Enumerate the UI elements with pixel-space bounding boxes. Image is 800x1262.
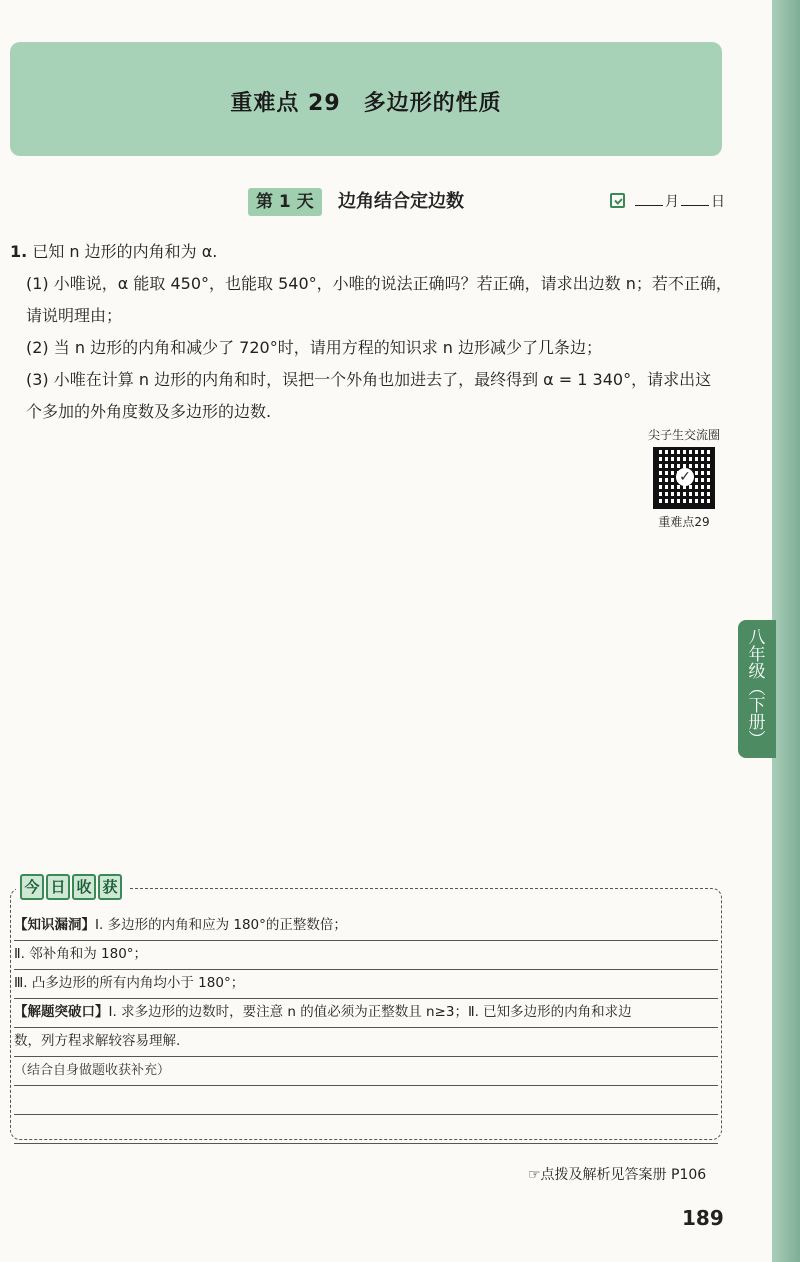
month-blank xyxy=(635,192,663,206)
grade-side-tab[interactable] xyxy=(738,620,776,758)
harvest-line xyxy=(14,1057,718,1086)
harvest-line-text: Ⅰ. 多边形的内角和应为 180°的正整数倍； xyxy=(95,917,347,933)
harvest-line-text: Ⅰ. 求多边形的边数时，要注意 n 的值必须为正整数且 n≥3；Ⅱ. 已知多边形的内角和求边 xyxy=(108,1004,632,1020)
question-part-line: 个多加的外角度数及多边形的边数. xyxy=(26,402,272,421)
harvest-title-char: 日 xyxy=(46,874,70,900)
side-tab-char: 册 xyxy=(748,713,766,733)
question-stem-line xyxy=(10,236,725,268)
question-number: 1. xyxy=(10,242,28,261)
side-tab-char: 下 xyxy=(748,696,766,716)
day-blank xyxy=(681,192,709,206)
side-tab-char: ︶ xyxy=(748,730,766,750)
side-tab-char: ︵ xyxy=(748,679,766,699)
answer-reference: ☞点拨及解析见答案册 P106 xyxy=(528,1167,707,1183)
day-tag: 第 1 天 xyxy=(248,188,322,216)
side-tab-char: 八 xyxy=(748,628,766,648)
qr-bottom-label: 重难点29 xyxy=(658,515,710,529)
question-part-line: (2) 当 n 边形的内角和减少了 720°时，请用方程的知识求 n 边形减少了几条边； xyxy=(26,338,603,357)
harvest-title-char: 获 xyxy=(98,874,122,900)
day-row xyxy=(0,188,732,218)
question-1 xyxy=(10,236,732,428)
section-title: 重难点 29 多边形的性质 xyxy=(230,91,502,116)
side-tab-char: 年 xyxy=(748,645,766,665)
page-edge-strip xyxy=(772,0,800,1262)
harvest-line xyxy=(14,1028,718,1057)
harvest-line-label: 【知识漏洞】 xyxy=(14,917,95,933)
harvest-line xyxy=(14,970,718,999)
harvest-line xyxy=(14,999,718,1028)
day-title: 边角结合定边数 xyxy=(338,191,464,212)
harvest-line xyxy=(14,941,718,970)
harvest-line xyxy=(14,912,718,941)
qr-block xyxy=(640,426,728,530)
harvest-line[interactable] xyxy=(14,1086,718,1115)
harvest-lines xyxy=(14,912,718,1144)
qr-top-label: 尖子生交流圈 xyxy=(647,428,720,442)
harvest-line-text: 数，列方程求解较容易理解. xyxy=(14,1033,181,1049)
question-part-line: (3) 小唯在计算 n 边形的内角和时，误把一个外角也加进去了，最终得到 α = 1 340°，请求出这 xyxy=(26,370,712,389)
calendar-check-icon xyxy=(610,193,625,208)
side-tab-char: 级 xyxy=(748,662,766,682)
date-field xyxy=(610,191,725,213)
check-icon: ✓ xyxy=(676,468,694,486)
harvest-line-text: （结合自身做题收获补充） xyxy=(14,1063,171,1078)
harvest-title-char: 收 xyxy=(72,874,96,900)
question-part-line: 请说明理由； xyxy=(26,306,123,325)
harvest-line-label: 【解题突破口】 xyxy=(14,1004,109,1020)
month-label: 月 xyxy=(665,194,679,210)
harvest-title xyxy=(16,874,128,902)
harvest-line-text: Ⅱ. 邻补角和为 180°； xyxy=(14,946,148,962)
question-stem: 已知 n 边形的内角和为 α. xyxy=(32,242,218,261)
harvest-line[interactable] xyxy=(14,1115,718,1144)
harvest-line-text: Ⅲ. 凸多边形的所有内角均小于 180°； xyxy=(14,975,245,991)
page-number: 189 xyxy=(682,1206,724,1230)
question-part-line: (1) 小唯说，α 能取 450°，也能取 540°，小唯的说法正确吗？若正确，请求出边数 n；若不正确， xyxy=(26,274,732,293)
day-label: 日 xyxy=(711,194,725,210)
harvest-title-char: 今 xyxy=(20,874,44,900)
qr-code[interactable] xyxy=(653,447,715,509)
